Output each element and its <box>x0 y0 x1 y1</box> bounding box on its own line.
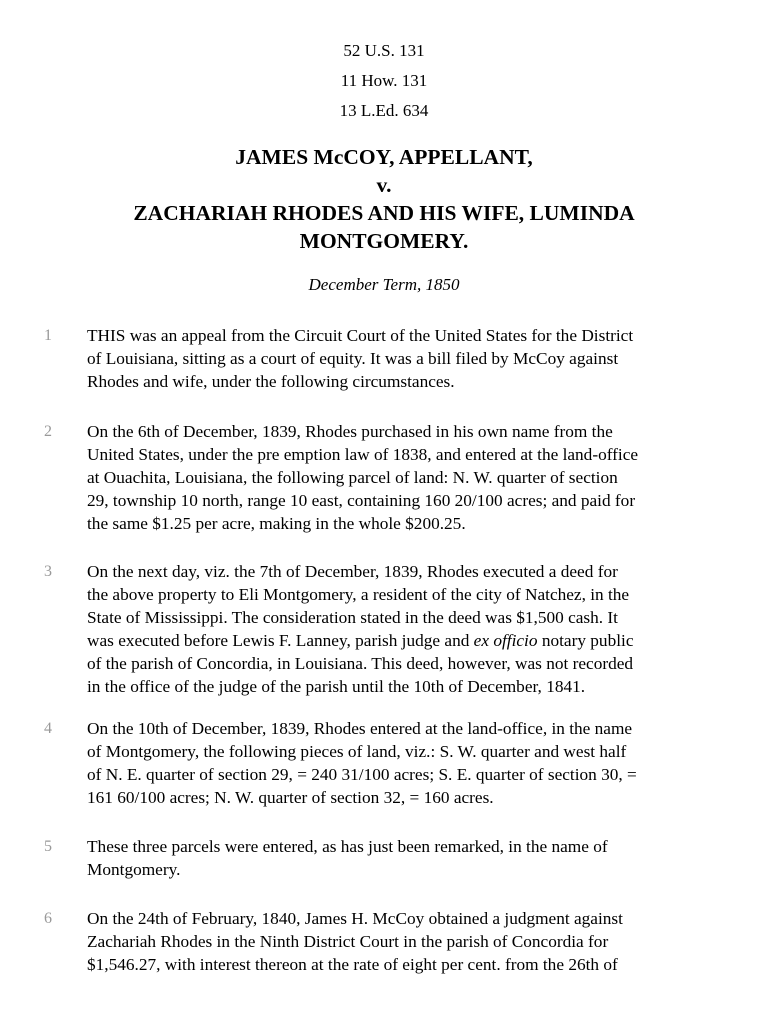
paragraph-text: On the next day, viz. the 7th of December, 1839, Rhodes executed a deed for the above property to Eli Montgomery, a resident of the city of Natchez, in the State of Mississippi. The consideration stated in the deed was $1,500 cash. It was executed before Lewis F. Lanney, parish judge and ex officio notary public of the parish of Concordia, in Louisiana. This deed, however, was not recorded in the office of the judge of the parish until the 10th of December, 1841. <box>87 562 634 696</box>
citation-us: 52 U.S. 131 <box>343 41 425 60</box>
paragraph-number: 1 <box>44 327 52 344</box>
title-appellant: JAMES McCOY, APPELLANT, <box>235 145 533 169</box>
paragraph-number: 6 <box>44 910 52 927</box>
title-appellees-cont: MONTGOMERY. <box>299 229 469 253</box>
case-title <box>40 143 728 255</box>
paragraph-number: 5 <box>44 838 52 855</box>
paragraph-text: THIS was an appeal from the Circuit Court of the United States for the District of Louisiana, sitting as a court of equity. It was a bill filed by McCoy against Rhodes and wife, under the following circumstances. <box>87 326 634 391</box>
paragraph-text: On the 6th of December, 1839, Rhodes purchased in his own name from the United States, under the pre emption law of 1838, and entered at the land-office at Ouachita, Louisiana, the following parcel of land: N. W. quarter of section 29, township 10 north, range 10 east, containing 160 20/100 acres; and paid for the same $1.25 per acre, making in the whole $200.25. <box>87 422 639 533</box>
citations <box>0 36 768 126</box>
citation-led: 13 L.Ed. 634 <box>339 101 429 120</box>
paragraph-text: These three parcels were entered, as has just been remarked, in the name of Montgomery. <box>87 837 608 879</box>
paragraph-text: On the 10th of December, 1839, Rhodes entered at the land-office, in the name of Montgomery, the following pieces of land, viz.: S. W. quarter and west half of N. E. quarter of section 29, = 240 31/100 acres; S. E. quarter of section 30, = 161 60/100 acres; N. W. quarter of section 32, = 160 acres. <box>87 719 637 807</box>
title-appellees: ZACHARIAH RHODES AND HIS WIFE, LUMINDA <box>133 201 635 225</box>
term: December Term, 1850 <box>308 275 460 294</box>
paragraph-number: 4 <box>44 720 52 737</box>
title-versus: v. <box>376 173 392 197</box>
citation-how: 11 How. 131 <box>340 71 428 90</box>
paragraph-number: 3 <box>44 563 52 580</box>
italic-phrase: ex officio <box>473 631 538 650</box>
paragraph-number: 2 <box>44 423 52 440</box>
paragraph-text: On the 24th of February, 1840, James H. McCoy obtained a judgment against Zachariah Rhodes in the Ninth District Court in the parish of Concordia for $1,546.27, with interest thereon at the rate of eight per cent. from the 26th of <box>87 909 623 974</box>
